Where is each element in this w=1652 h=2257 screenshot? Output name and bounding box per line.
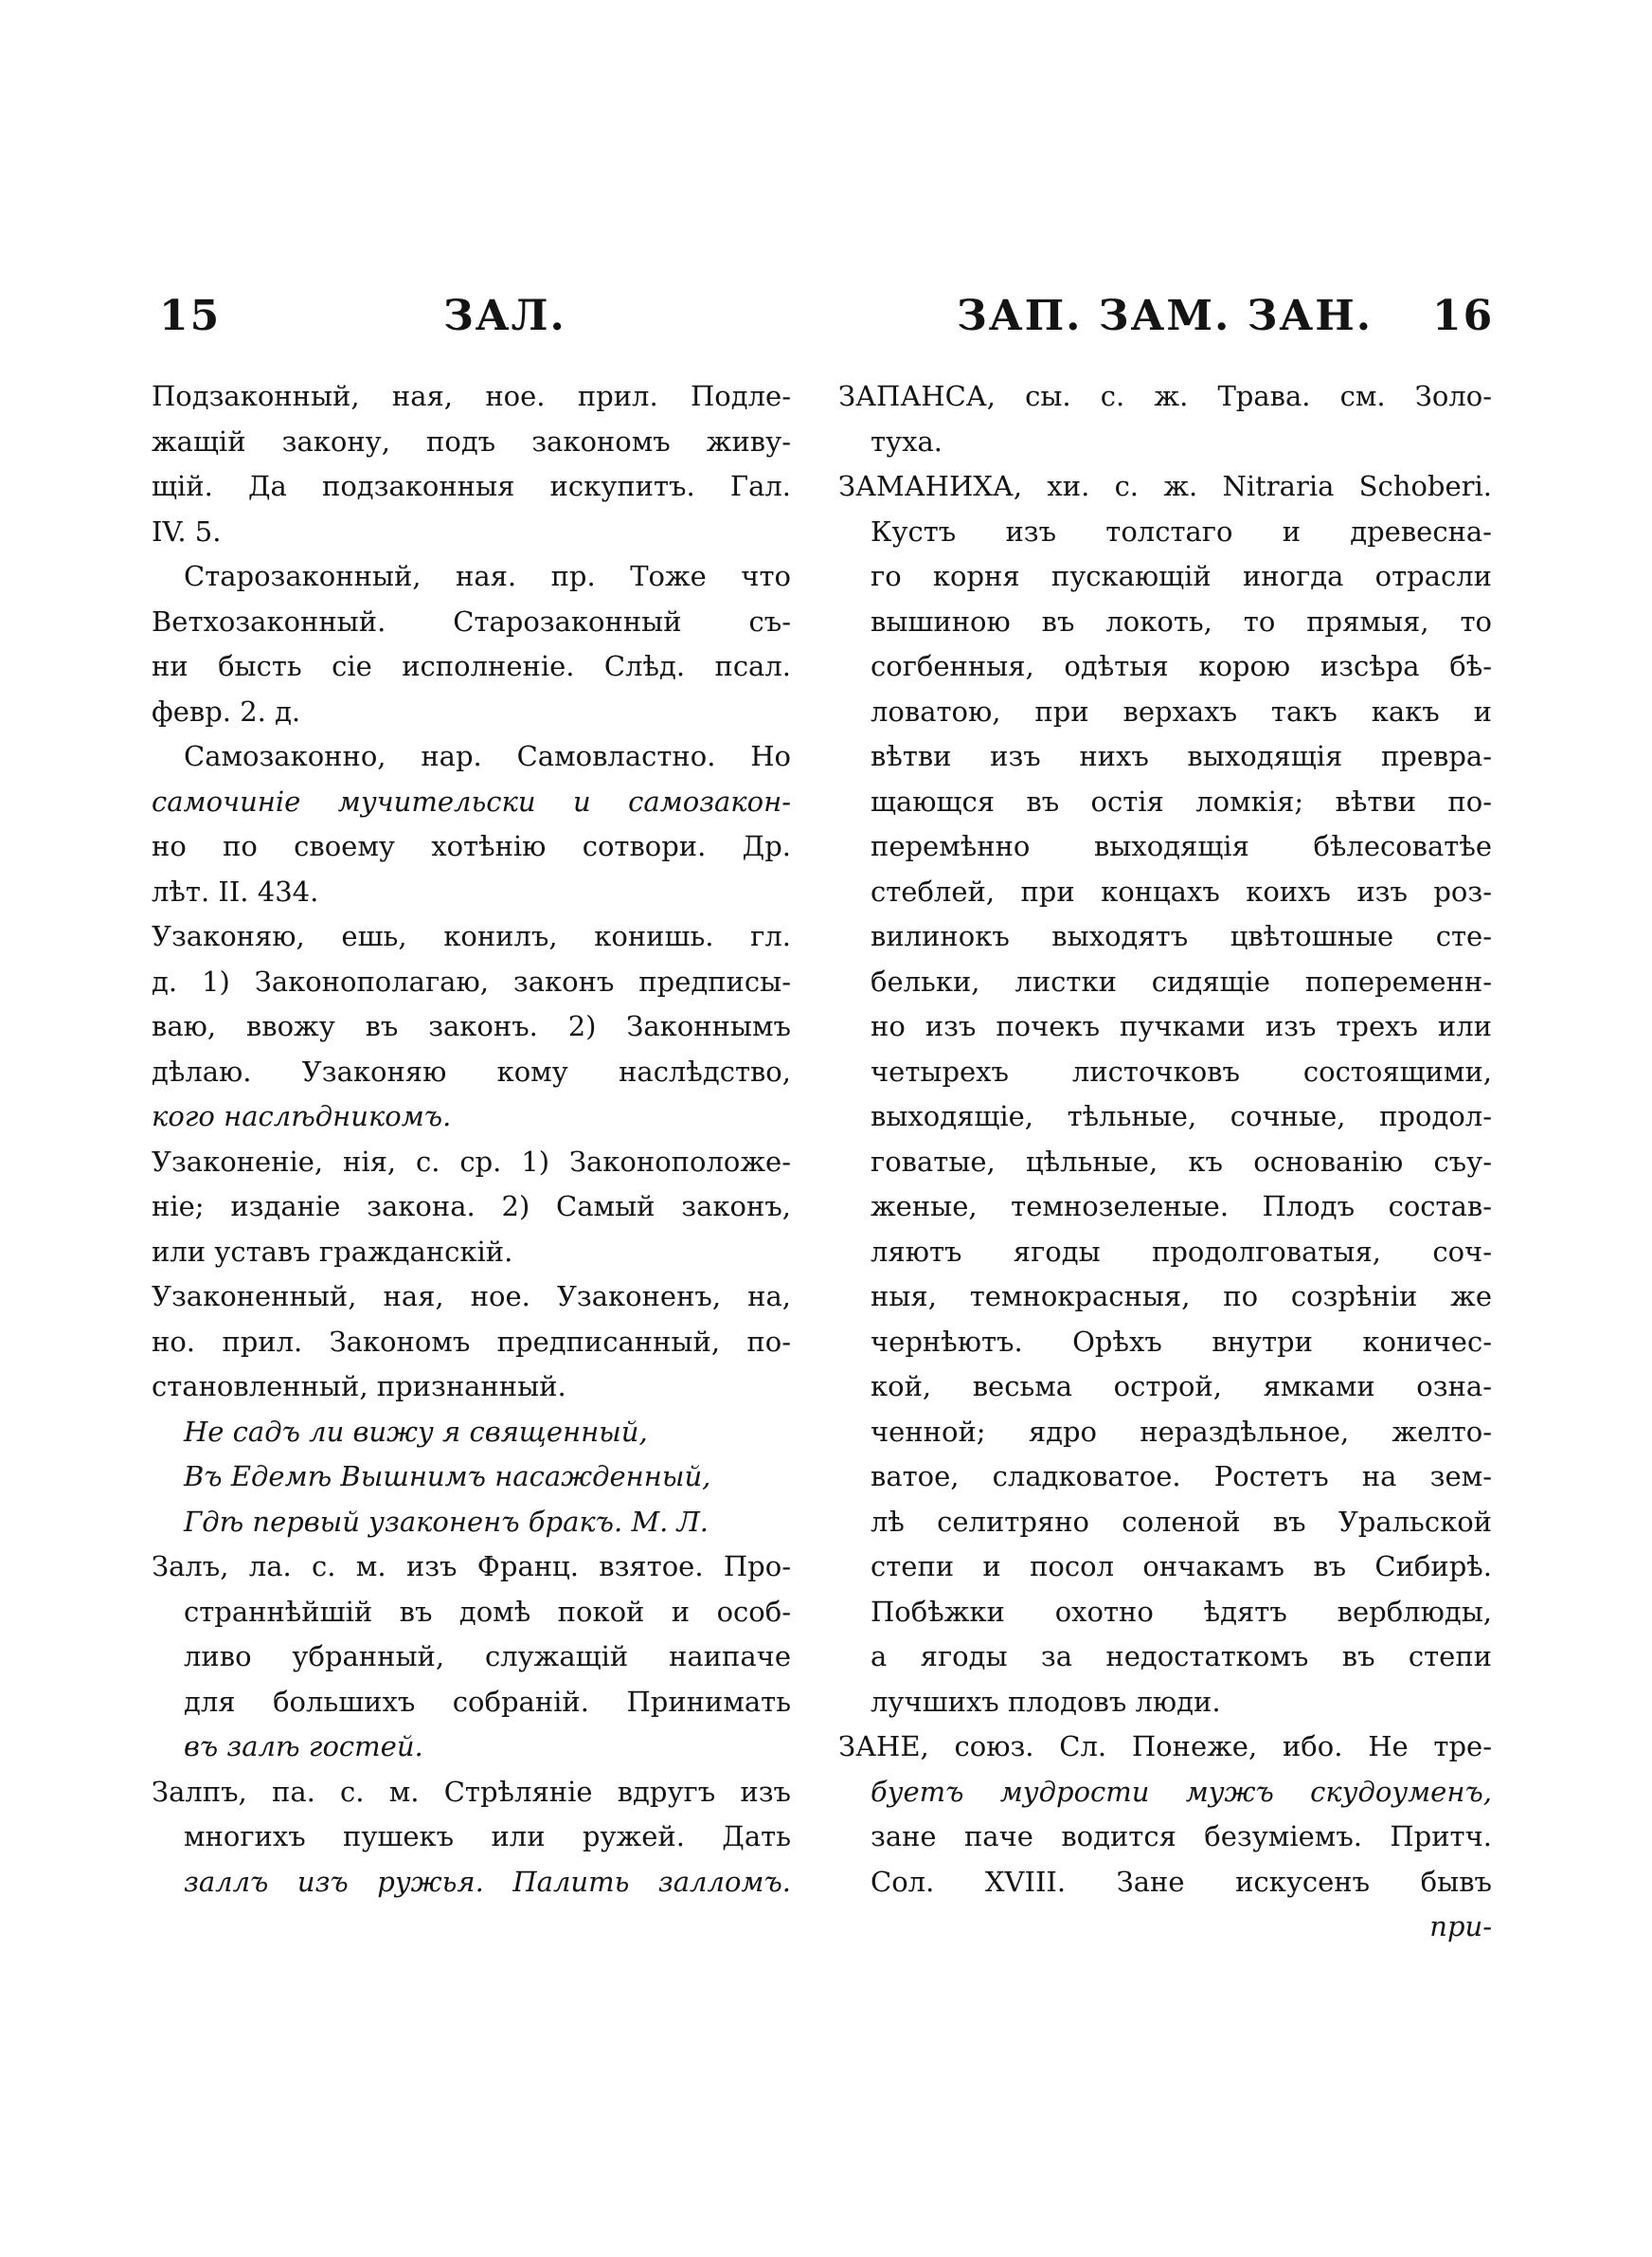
text-line: Не садъ ли вижу я священный, (184, 1415, 648, 1448)
text-line: Ветхозаконный. Старозаконный съ- (152, 605, 791, 638)
text-line: лучшихъ плодовъ люди. (871, 1685, 1221, 1718)
text-line: становленный, признанный. (152, 1370, 566, 1402)
text-line: ватое, сладковатое. Ростетъ на зем- (871, 1460, 1492, 1492)
text-line: страннѣйшій въ домѣ покой и особ- (184, 1595, 791, 1628)
text-line: Старозаконный, ная. пр. Тоже что (184, 560, 791, 592)
text-line: ЗАНЕ, союз. Сл. Понеже, ибо. Не тре- (838, 1730, 1492, 1762)
text-line: д. 1) Законополагаю, законъ предписы- (152, 965, 791, 998)
text-line: при- (1429, 1910, 1492, 1942)
text-line: Кустъ изъ толстаго и древесна- (871, 515, 1492, 548)
text-line: выходящіе, тѣльные, сочные, продол- (871, 1100, 1492, 1132)
text-line: зане паче водится безуміемъ. Притч. (871, 1820, 1492, 1852)
right-running-title: ЗАП. ЗАМ. ЗАН. (957, 292, 1374, 340)
text-line: ЗАПАНСА, сы. с. ж. Трава. см. Золо- (838, 380, 1492, 412)
text-line: Узаконеніе, нія, с. ср. 1) Законоположе- (152, 1145, 791, 1178)
text-line: ливо убранный, служащій наипаче (184, 1640, 791, 1672)
text-line: ваю, ввожу въ законъ. 2) Законнымъ (152, 1010, 791, 1042)
text-line: лѣт. II. 434. (152, 875, 319, 908)
text-line: вилинокъ выходятъ цвѣтошные сте- (871, 920, 1492, 952)
text-line: жащій закону, подъ закономъ живу- (152, 424, 791, 458)
text-line: или уставъ гражданскій. (152, 1235, 513, 1268)
text-line: чернѣютъ. Орѣхъ внутри коничес- (871, 1325, 1492, 1358)
text-line: говатые, цѣльные, къ основанію съу- (871, 1145, 1492, 1178)
text-line: кого наслѣдникомъ. (152, 1100, 452, 1132)
text-line: ни бысть сіе исполненіе. Слѣд. псал. (152, 650, 791, 682)
right-page-number: 16 (1432, 292, 1495, 340)
text-line: Узаконяю, ешь, конилъ, конишь. гл. (152, 920, 791, 952)
text-line: но изъ почекъ пучками изъ трехъ или (871, 1010, 1492, 1042)
text-line: дѣлаю. Узаконяю кому наслѣдство, (152, 1055, 791, 1088)
text-line: Гдѣ первый узаконенъ бракъ. М. Л. (184, 1505, 709, 1538)
text-line: ніе; изданіе закона. 2) Самый законъ, (152, 1190, 791, 1222)
text-line: ляютъ ягоды продолговатыя, соч- (871, 1235, 1492, 1268)
text-line: щій. Да подзаконныя искупитъ. Гал. (152, 470, 791, 502)
text-line: февр. 2. д. (152, 695, 301, 728)
text-line: Узаконенный, ная, ное. Узаконенъ, на, (152, 1280, 791, 1312)
text-line: Подзаконный, ная, ное. прил. Подле- (152, 380, 791, 412)
text-line: кой, весьма острой, ямками озна- (871, 1370, 1492, 1402)
text-line: многихъ пушекъ или ружей. Дать (184, 1820, 791, 1852)
text-line: бельки, листки сидящіе попеременн- (871, 965, 1492, 998)
text-line: степи и посол ончакамъ въ Сибирѣ. (871, 1550, 1492, 1582)
left-running-title: ЗАЛ. (443, 292, 566, 340)
text-line: буетъ мудрости мужъ скудоуменъ, (871, 1775, 1492, 1808)
text-line: туха. (871, 424, 943, 458)
text-line: Залъ, ла. с. м. изъ Франц. взятое. Про- (152, 1550, 791, 1582)
text-line: Самозаконно, нар. Самовластно. Но (184, 740, 791, 772)
text-line: вѣтви изъ нихъ выходящія превра- (871, 740, 1492, 772)
text-line: ловатою, при верхахъ такъ какъ и (871, 695, 1492, 728)
text-line: въ залѣ гостей. (184, 1730, 423, 1762)
text-line: IV. 5. (152, 515, 222, 548)
text-line: Залпъ, па. с. м. Стрѣляніе вдругъ изъ (152, 1775, 791, 1808)
text-line: го корня пускающій иногда отрасли (871, 560, 1492, 592)
text-line: женые, темнозеленые. Плодъ состав- (871, 1190, 1492, 1222)
text-line: Сол. XVIII. Зане искусенъ бывъ (871, 1865, 1492, 1898)
text-line: согбенныя, одѣтыя корою изсѣра бѣ- (871, 650, 1492, 682)
text-line: для большихъ собраній. Принимать (184, 1685, 791, 1718)
text-line: но. прил. Закономъ предписанный, по- (152, 1325, 791, 1358)
left-page-number: 15 (159, 292, 222, 340)
text-line: заллъ изъ ружья. Палить залломъ. (184, 1865, 791, 1898)
text-line: ЗАМАНИХА, хи. с. ж. Nitraria Schoberi. (838, 470, 1492, 502)
text-line: лѣ селитряно соленой въ Уральской (871, 1505, 1492, 1538)
text-line: перемѣнно выходящія бѣлесоватѣе (871, 830, 1492, 862)
text-line: Въ Едемѣ Вышнимъ насажденный, (184, 1460, 711, 1492)
text-line: но по своему хотѣнію сотвори. Др. (152, 830, 791, 862)
text-line: стеблей, при концахъ коихъ изъ роз- (871, 875, 1492, 908)
text-line: вышиною въ локоть, то прямыя, то (871, 605, 1492, 638)
text-line: ченной; ядро нераздѣльное, желто- (871, 1415, 1492, 1448)
text-line: щающся въ остія ломкія; вѣтви по- (871, 785, 1492, 818)
left-column (152, 374, 791, 1905)
text-line: ныя, темнокрасныя, по созрѣніи же (871, 1280, 1492, 1312)
text-line: Побѣжки охотно ѣдятъ верблюды, (871, 1595, 1492, 1628)
text-line: а ягоды за недостаткомъ въ степи (871, 1640, 1492, 1672)
text-line: четырехъ листочковъ состоящими, (871, 1055, 1492, 1088)
right-column (838, 374, 1492, 1950)
text-line: самочиніе мучительски и самозакон- (152, 785, 791, 818)
